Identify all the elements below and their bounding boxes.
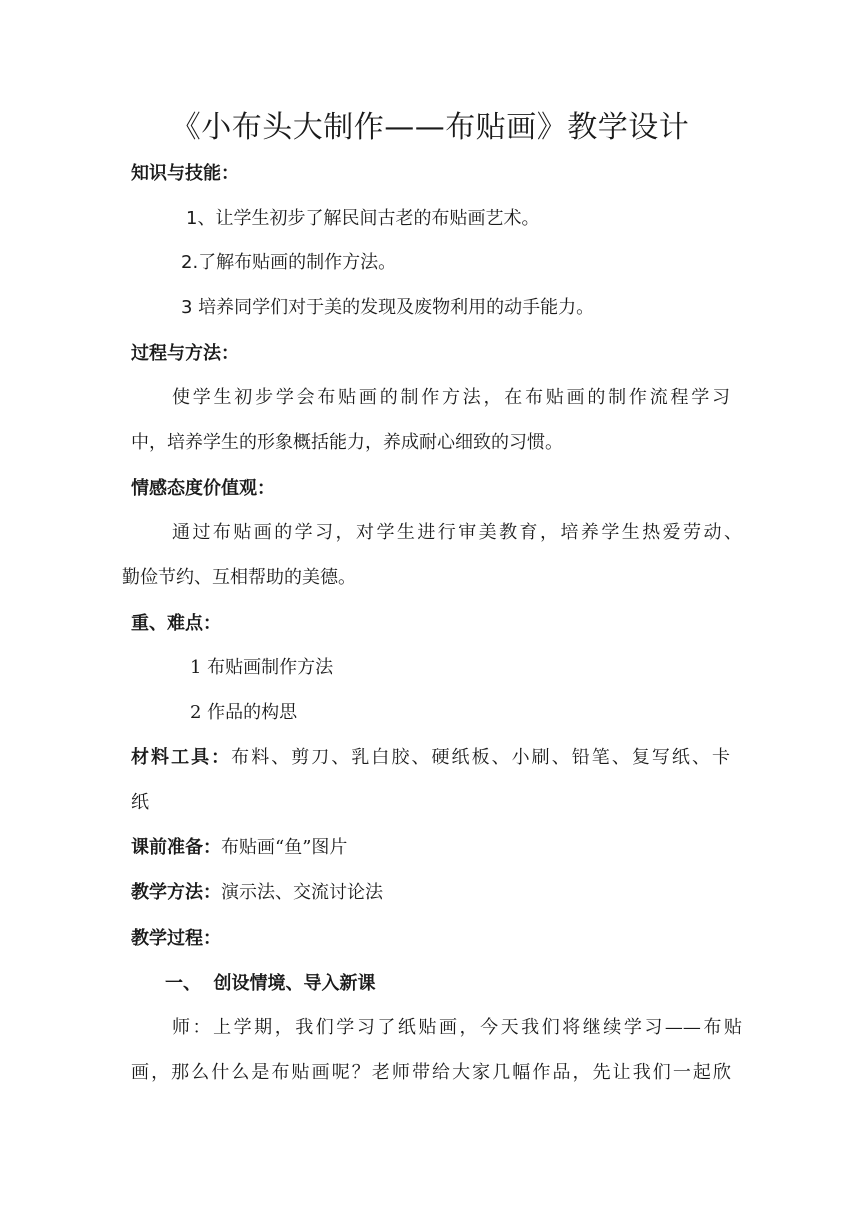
teaching-process-heading: 教学过程： [131,928,221,949]
materials-label: 材料工具： [131,747,232,768]
materials-value: 布料、剪刀、乳白胶、硬纸板、小刷、铅笔、复写纸、卡 [231,747,730,768]
teaching-step-1-line-2: 画，那么什么是布贴画呢？老师带给大家几幅作品，先让我们一起欣 [131,1062,731,1083]
knowledge-item-1: 1、让学生初步了解民间古老的布贴画艺术。 [186,208,540,229]
emotion-heading: 情感态度价值观： [131,478,275,499]
method-label: 教学方法： [131,882,221,903]
method-value: 演示法、交流讨论法 [221,882,383,903]
method-line [131,881,383,905]
process-heading: 过程与方法： [131,343,239,364]
materials-line-1 [131,746,730,770]
knowledge-item-2: 2.了解布贴画的制作方法。 [181,252,397,273]
process-paragraph-line-1: 使学生初步学会布贴画的制作方法，在布贴画的制作流程学习 [172,387,730,408]
emotion-paragraph-line-1: 通过布贴画的学习，对学生进行审美教育，培养学生热爱劳动、 [172,522,742,543]
difficulty-item-1: 1 布贴画制作方法 [190,657,334,678]
difficulty-heading: 重、难点： [131,613,221,634]
materials-line-2: 纸 [131,792,149,813]
document-title: 《小布头大制作——布贴画》教学设计 [170,110,690,145]
preparation-label: 课前准备： [131,837,221,858]
preparation-value: 布贴画“鱼”图片 [221,837,348,858]
process-paragraph-line-2: 中，培养学生的形象概括能力，养成耐心细致的习惯。 [131,432,563,453]
teaching-step-1-heading: 一、 创设情境、导入新课 [165,973,376,994]
teaching-step-1-line-1: 师：上学期，我们学习了纸贴画，今天我们将继续学习——布贴 [172,1017,742,1038]
knowledge-heading: 知识与技能： [131,163,239,184]
knowledge-item-3: 3 培养同学们对于美的发现及废物利用的动手能力。 [181,297,595,318]
emotion-paragraph-line-2: 勤俭节约、互相帮助的美德。 [122,567,356,588]
difficulty-item-2: 2 作品的构思 [190,702,298,723]
preparation-line [131,836,347,860]
